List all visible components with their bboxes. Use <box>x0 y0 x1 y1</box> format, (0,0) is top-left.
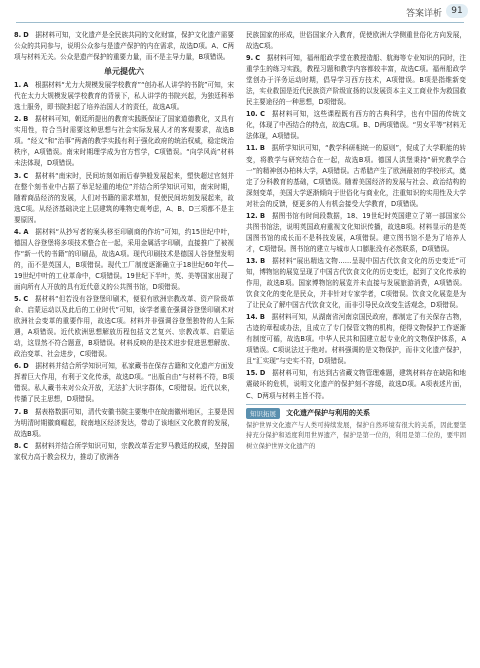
extension-title: 文化遗产保护与利用的关系 <box>286 409 370 418</box>
answer-number: 5. <box>14 295 22 304</box>
answer-item <box>14 171 234 226</box>
extension-tag: 知识拓展 <box>246 408 280 419</box>
answer-letter: D <box>23 31 29 39</box>
answer-item <box>246 109 466 142</box>
answer-item <box>246 53 466 108</box>
answer-item <box>246 368 466 401</box>
answer-number: 4. <box>14 227 22 236</box>
answer-letter: C <box>255 54 261 63</box>
answer-item <box>246 312 466 367</box>
answer-item <box>246 256 466 311</box>
right-column <box>246 30 466 662</box>
answer-letter: A <box>23 81 29 90</box>
answer-text: 民族国家的形成，世俗国家介入教育，促使欧洲大学侧重世俗化方向发展，故选C项。 <box>246 31 466 51</box>
answer-number: 6. <box>14 362 22 371</box>
answer-number: 10. <box>246 110 258 119</box>
answer-text: 根据材料“尤力大规模发展学校教育”“创办私人讲学的书院”可知，宋代在太力大规模发展学校教育的背景下，私人讲学的书院兴起，为独廷科举选士服务，即书院担起了培养治国人才的责任，故选A项。 <box>14 81 234 112</box>
page-header <box>0 0 480 26</box>
answer-text: 据材料可知，从湖南省河南京国民政府，都制定了有关保存古物，古迹的章程或办法，且成立了专门保管文物的机构，便得文物保护工作逐渐有制度可循，故选B项。中华人民共和国建立起专业化的文物保护体系，A项错误。C项说法过于绝对。材料强调的是文物保护，而非文化遗产保护，且“汇实现”与史实不符，D项错误。 <box>246 313 466 366</box>
answer-number: 14. <box>246 313 258 322</box>
answer-letter: B <box>23 115 29 124</box>
answer-number: 9. <box>246 54 254 63</box>
answer-text: 据材料“南宋时，民间坊刻如雨后春笋般发展起来，塑快超过官刻并在整个刻书业中占据了举足轻重的地位”并结合所学知识可知，南宋时期，随着商品经济的发展，人们对书籍的需求增加，促使民间坊刻发展起来，故选C项。从经济基础决定上层建筑的唯物史观考虑，A、B、D三项都不是主要原因。 <box>14 171 234 224</box>
answer-item <box>246 30 466 52</box>
answer-item <box>14 294 234 360</box>
answer-item <box>14 407 234 440</box>
extension-header <box>246 408 466 419</box>
unit-title: 单元提优六 <box>104 67 144 77</box>
answer-number: 13. <box>246 256 258 265</box>
answer-number: 1. <box>14 81 22 90</box>
answer-number: 8. <box>14 31 22 39</box>
answer-number: 15. <box>246 369 258 378</box>
answer-letter: D <box>23 362 29 371</box>
answer-item <box>14 30 234 63</box>
answer-text: 据材料可知，福州船政学堂在教授造船、航海等专业知识的同时，注重学生的练习实践，教程习题和教学内容都较丰富，故选C项。福州船政学堂创办于洋务运动时期，倡导学习西方技术，A项错误。B项是指维新变法，实业救国是近代民族资产阶级宣扬的以发展资本主义工商业作为救国救民主要途径的一种思想，D项错误。 <box>246 54 466 107</box>
page-number: 91 <box>446 4 468 18</box>
answer-letter: C <box>23 295 29 304</box>
answer-letter: C <box>23 171 29 180</box>
answer-text: 据材料可知，有达到古省藏文物管理难题，建筑材料存在缺陷和地震破坏的危机，说明文化遗产的保护刻不容缓，故选D项。A项表述片面，C、D两项与材料主旨不符。 <box>246 369 466 400</box>
answer-letter: C <box>23 441 29 450</box>
answer-text: 据所学知识可知，“教学科研相统一的原则”，促成了大学职能的转变，将教学与研究结合在一起，故选B项。德国人洪堡秉持“研究教学合一”的精神创办柏林大学，A项错误。古希腊产生了欧洲最初的学校形式，奠定了分科教育的基础，C项错误。随着美国经济的发展与社会、政治结构的深刻变革，美国大学逐渐倾向于世俗化与商业化，注重知识的实用性及大学对社会的反馈，便更多的人有机会接受大学教育，D项错误。 <box>246 144 466 208</box>
left-column <box>14 30 234 662</box>
answer-item <box>14 227 234 293</box>
answer-item <box>246 211 466 255</box>
answer-columns <box>14 30 466 662</box>
answer-text: 据材料并结合所学知识可知，宗教改革否定罗马教廷的权威，坚持国家权力高于教会权力，推动了欧洲各 <box>14 441 234 461</box>
answer-item <box>14 361 234 405</box>
header-label: 答案详析 <box>405 9 442 19</box>
answer-text: 据材料可知，朝廷所提出的教育实践既保证了国家道德教化，又具有实用性，符合当时需要这种思想与社会实际发展人才的客观要求，故选B项。“经义”和“治事”两斋的教学实践有利于强化政府的统治权威，稳定统治秩序，A项错误。南宋时期理学成为官方哲学，C项错误。“向学风尚”材料未法体现，D项错误。 <box>14 115 234 168</box>
answer-number: 12. <box>246 211 258 220</box>
answer-item <box>14 441 234 463</box>
answer-letter: B <box>260 211 266 220</box>
answer-text: 据图书馆有时间段数据，18、19世纪时英国建立了第一部国家公共图书馆法，说明英国政府重视文化知识传播，故选B项。材料显示的是英国图书馆的成长而不是科技发展，A项错误。建立图书馆不是为了培养人才，C项错误。图书馆的建立与城市人口膨胀没有必然联系，D项错误。 <box>246 211 466 253</box>
answer-text: 据材料“但若没有谷登堡印刷术，便很有欧洲宗教改革、资产阶级革命、启蒙运动以及此后的工业时代”可知，该学者重在强调谷登堡印刷术对欧洲社会变革的重要作用，故选C项。材料并非强调谷登堡独特的人生际遇，A项错误。近代欧洲思想解放历程包括文艺复兴、宗教改革、启蒙运动，这显然不符合题意，B项错误。材料反映的是技术进步促进思想解放、政治变革、社会进步，C项错误。 <box>14 295 234 359</box>
knowledge-extension-box <box>246 404 466 453</box>
answer-number: 11. <box>246 144 258 153</box>
answer-number: 7. <box>14 407 22 416</box>
answer-number: 2. <box>14 115 22 124</box>
answer-text: 据材料并结合所学知识可知，私家藏书在保存古籍和文化遗产方面发挥着巨大作用，有利于文化传承，故选D项。“出版自由”与材料不符，B项错误。私人藏书未对公众开放，无法扩大识字群体，C项错误。近代以来，传播了民主思想，D项错误。 <box>14 362 234 404</box>
answer-item <box>14 80 234 113</box>
answer-letter: B <box>259 144 265 153</box>
answer-letter: B <box>260 256 266 265</box>
answer-number: 3. <box>14 171 22 180</box>
header-rule <box>16 22 464 23</box>
answer-item <box>246 143 466 209</box>
answer-text: 据材料“从抄写者的案头移至印刷商的作坊”可知，约15世纪中叶，德国人谷登堡将多项技术整合在一起，采用金属活字印刷，直接推广了被视作“新一代的书籍”的印刷品，故选A项。现代印刷技术是德国人谷登堡发明的，而不是英国人，B项错误。现代工厂制度逐渐确立于18世纪60年代—19世纪中叶的工业革命中，C项错误。19世纪下半叶，英、美等国家出现了面向所有人开放的具有近代意义的公共图书馆，D项错误。 <box>14 227 234 291</box>
answer-number: 8. <box>14 441 22 450</box>
answer-letter: A <box>23 227 29 236</box>
answer-text: 据材料可知，文化遗产是全民族共同的文化财富，保护文化遗产需要公众的共同参与，说明公众参与是遗产保护的内在需求，故选D项。A、C两项与材料无关。公众是遗产保护的重要力量，而不是主导力量，B项错误。 <box>14 31 234 62</box>
answer-text: 据表格数据可知，清代安徽书院主要集中在皖南徽州地区，主要是因为明清时期徽商崛起，皖南地区经济发达，带动了该地区文化教育的发展，故选B项。 <box>14 407 234 438</box>
answer-letter: C <box>260 110 265 119</box>
answer-letter: D <box>259 369 266 378</box>
answer-letter: B <box>259 313 265 322</box>
answer-text: 据材料可知，这些课程既有西方的古典科学，也有中国的传统文化，体现了中西结合的特点，故选C项。B、D两项错误。“男女平等”材料无法体现，A项错误。 <box>246 110 466 141</box>
extension-text: 保护世界文化遗产与人类可持续发展，保护自然环境有很大的关系，因此要坚持充分保护和适度利用世界遗产，保护是第一位的，利用是第二位的，要牢固树立保护世界文化遗产的 <box>246 421 466 450</box>
answer-item <box>14 114 234 169</box>
answer-text: 据材料“展出精选文物……呈现中国古代饮食文化的历史变迁”可知，博物馆的展览呈现了中国古代饮食文化的历史变迁，起到了文化传承的作用，故选B项。国家博物馆的展览并未直接与发展旅游消费，A项错误。饮食文化的变化是民众，并非针对专家学者，C项错误。饮食文化展览是为了让民众了解中国古代饮食文化，而非引导民众改变生活观念，D项错误。 <box>246 256 466 310</box>
answer-letter: B <box>23 407 29 416</box>
